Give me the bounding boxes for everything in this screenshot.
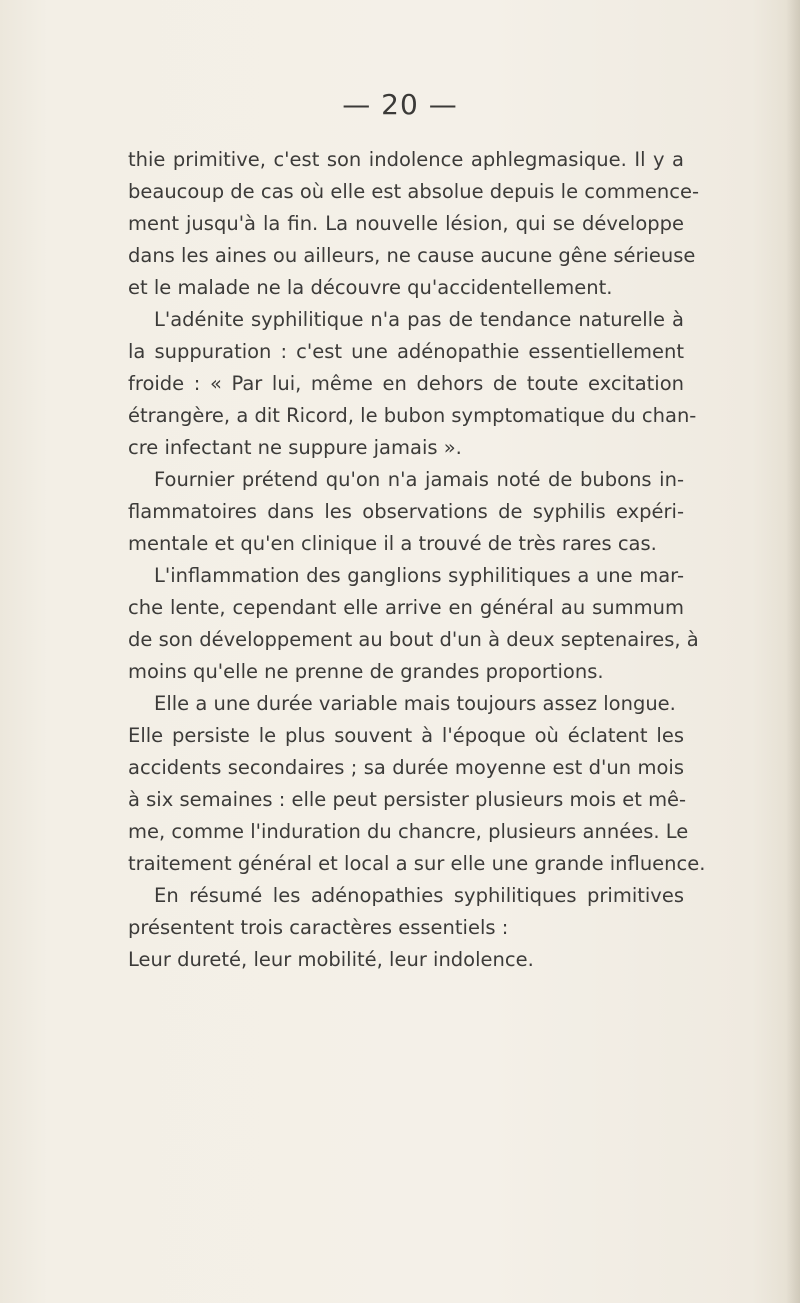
text-line: beaucoup de cas où elle est absolue depuis le commence- — [128, 180, 700, 203]
text-line: à six semaines : elle peut persister plusieurs mois et mê- — [128, 788, 687, 811]
body-text — [128, 144, 706, 976]
text-line: L'inflammation des ganglions syphilitiques a une mar- — [154, 564, 684, 587]
text-line: cre infectant ne suppure jamais ». — [128, 436, 462, 459]
text-line: thie primitive, c'est son indolence aphlegmasique. Il y a — [128, 148, 684, 171]
text-line: Leur dureté, leur mobilité, leur indolence. — [128, 948, 534, 971]
text-line: che lente, cependant elle arrive en général au summum — [128, 596, 684, 619]
text-line: Fournier prétend qu'on n'a jamais noté de bubons in- — [154, 468, 684, 491]
text-line: L'adénite syphilitique n'a pas de tendance naturelle à — [154, 308, 684, 331]
text-line: dans les aines ou ailleurs, ne cause aucune gêne sérieuse — [128, 244, 696, 267]
text-line: et le malade ne la découvre qu'accidentellement. — [128, 276, 613, 299]
text-line: moins qu'elle ne prenne de grandes proportions. — [128, 660, 604, 683]
text-line: de son développement au bout d'un à deux septenaires, à — [128, 628, 699, 651]
text-line: étrangère, a dit Ricord, le bubon symptomatique du chan- — [128, 404, 697, 427]
text-line: me, comme l'induration du chancre, plusieurs années. Le — [128, 820, 689, 843]
text-line: En résumé les adénopathies syphilitiques primitives — [154, 884, 684, 907]
text-line: Elle persiste le plus souvent à l'époque où éclatent les — [128, 724, 684, 747]
page-edge-shadow — [786, 0, 800, 1303]
text-line: mentale et qu'en clinique il a trouvé de très rares cas. — [128, 532, 657, 555]
text-line: Elle a une durée variable mais toujours assez longue. — [154, 692, 676, 715]
page-number: — 20 — — [342, 88, 458, 121]
text-line: froide : « Par lui, même en dehors de toute excitation — [128, 372, 684, 395]
text-line: traitement général et local a sur elle une grande influence. — [128, 852, 706, 875]
text-line: la suppuration : c'est une adénopathie essentiellement — [128, 340, 684, 363]
text-line: flammatoires dans les observations de syphilis expéri- — [128, 500, 684, 523]
text-line: présentent trois caractères essentiels : — [128, 916, 509, 939]
text-line: ment jusqu'à la fin. La nouvelle lésion, qui se développe — [128, 212, 684, 235]
text-line: accidents secondaires ; sa durée moyenne est d'un mois — [128, 756, 684, 779]
